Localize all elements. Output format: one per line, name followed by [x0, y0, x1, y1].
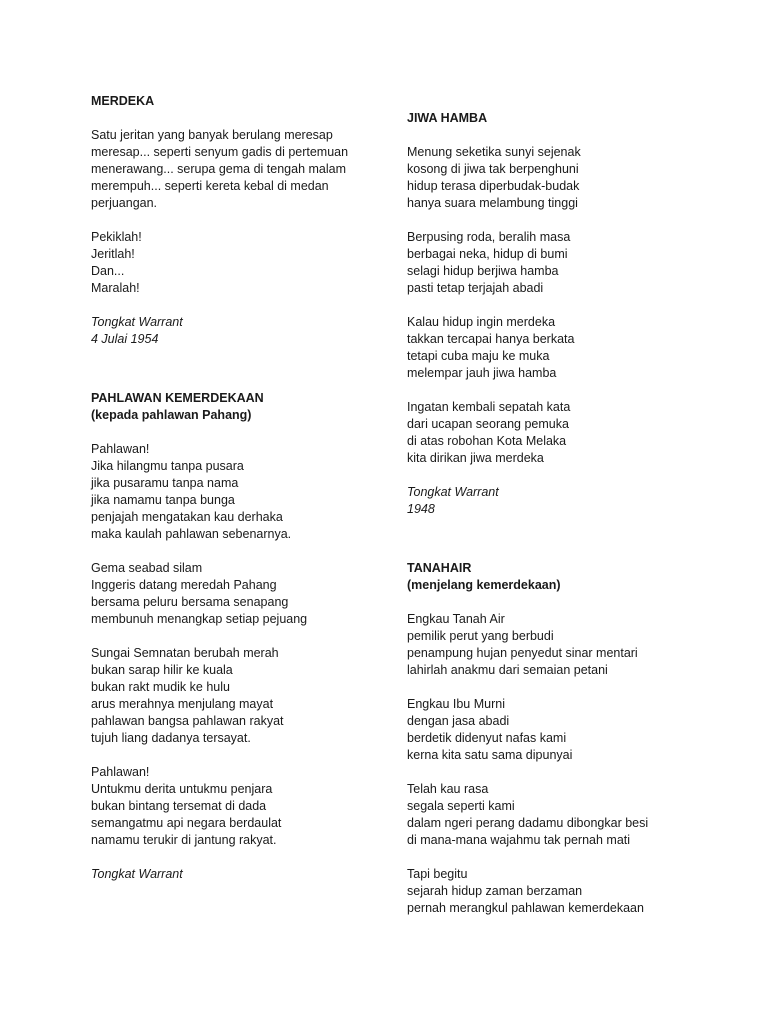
- poem-line: kita dirikan jiwa merdeka: [407, 451, 544, 465]
- stanza: [91, 229, 391, 297]
- poem-line: arus merahnya menjulang mayat: [91, 697, 274, 711]
- poem-line: Kalau hidup ingin merdeka: [407, 315, 556, 329]
- poem-line: kerna kita satu sama dipunyai: [407, 748, 573, 762]
- stanza: [407, 696, 707, 764]
- poem-line: namamu terukir di jantung rakyat.: [91, 833, 277, 847]
- poem-line: membunuh menangkap setiap pejuang: [91, 612, 308, 626]
- poem-line: menerawang... serupa gema di tengah malam: [91, 162, 347, 176]
- poem-line: Engkau Tanah Air: [407, 612, 505, 626]
- author-signature: [407, 484, 707, 518]
- poem-tanahair: [407, 560, 707, 917]
- poem-title: TANAHAIR: [407, 561, 472, 575]
- poem-line: di atas robohan Kota Melaka: [407, 434, 567, 448]
- stanza: [91, 441, 391, 543]
- poem-line: Sungai Semnatan berubah merah: [91, 646, 279, 660]
- poem-line: merempuh... seperti kereta kebal di medan: [91, 179, 329, 193]
- author-signature: [91, 314, 391, 348]
- poem-line: Engkau Ibu Murni: [407, 697, 505, 711]
- poem-line: dalam ngeri perang dadamu dibongkar besi: [407, 816, 649, 830]
- right-column: [407, 110, 707, 917]
- poem-pahlawan-kemerdekaan: [91, 390, 391, 883]
- poem-line: Ingatan kembali sepatah kata: [407, 400, 571, 414]
- poem-line: Inggeris datang meredah Pahang: [91, 578, 277, 592]
- poem-line: Jika hilangmu tanpa pusara: [91, 459, 244, 473]
- poem-title: JIWA HAMBA: [407, 111, 488, 125]
- poem-line: pemilik perut yang berbudi: [407, 629, 554, 643]
- poem-line: berbagai neka, hidup di bumi: [407, 247, 568, 261]
- poem-merdeka: [91, 93, 391, 348]
- poem-line: Jeritlah!: [91, 247, 135, 261]
- poem-line: Menung seketika sunyi sejenak: [407, 145, 581, 159]
- poem-line: semangatmu api negara berdaulat: [91, 816, 282, 830]
- poem-line: penjajah mengatakan kau derhaka: [91, 510, 283, 524]
- poem-line: Dan...: [91, 264, 125, 278]
- poem-line: Untukmu derita untukmu penjara: [91, 782, 273, 796]
- poem-line: penampung hujan penyedut sinar mentari: [407, 646, 638, 660]
- poem-line: takkan tercapai hanya berkata: [407, 332, 575, 346]
- poem-line: pahlawan bangsa pahlawan rakyat: [91, 714, 284, 728]
- poem-line: Pekiklah!: [91, 230, 142, 244]
- poem-line: kosong di jiwa tak berpenghuni: [407, 162, 579, 176]
- poem-line: sejarah hidup zaman berzaman: [407, 884, 583, 898]
- poem-line: perjuangan.: [91, 196, 158, 210]
- poem-line: Gema seabad silam: [91, 561, 203, 575]
- poem-line: hidup terasa diperbudak-budak: [407, 179, 580, 193]
- poem-line: bukan sarap hilir ke kuala: [91, 663, 233, 677]
- poem-title: MERDEKA: [91, 94, 155, 108]
- poem-line: Maralah!: [91, 281, 140, 295]
- stanza: [91, 645, 391, 747]
- poem-line: pasti tetap terjajah abadi: [407, 281, 544, 295]
- poem-date: 1948: [407, 502, 435, 516]
- poem-line: bukan bintang tersemat di dada: [91, 799, 267, 813]
- poem-line: Tapi begitu: [407, 867, 468, 881]
- stanza: [407, 314, 707, 382]
- stanza: [407, 866, 707, 917]
- poem-line: dengan jasa abadi: [407, 714, 510, 728]
- stanza: [407, 399, 707, 467]
- stanza: [407, 781, 707, 849]
- poem-line: pernah merangkul pahlawan kemerdekaan: [407, 901, 644, 915]
- poem-line: jika namamu tanpa bunga: [91, 493, 235, 507]
- poem-line: meresap... seperti senyum gadis di pertemuan: [91, 145, 349, 159]
- poem-line: lahirlah anakmu dari semaian petani: [407, 663, 608, 677]
- poem-line: jika pusaramu tanpa nama: [91, 476, 239, 490]
- poem-line: di mana-mana wajahmu tak pernah mati: [407, 833, 631, 847]
- poem-line: Satu jeritan yang banyak berulang meresap: [91, 128, 333, 142]
- poem-line: bersama peluru bersama senapang: [91, 595, 289, 609]
- stanza: [91, 764, 391, 849]
- poem-line: Pahlawan!: [91, 442, 150, 456]
- poem-line: Telah kau rasa: [407, 782, 489, 796]
- stanza: [407, 144, 707, 212]
- poem-line: hanya suara melambung tinggi: [407, 196, 578, 210]
- poem-line: selagi hidup berjiwa hamba: [407, 264, 559, 278]
- poem-line: tujuh liang dadanya tersayat.: [91, 731, 251, 745]
- stanza: [91, 127, 391, 212]
- stanza: [407, 611, 707, 679]
- poem-subtitle: (menjelang kemerdekaan): [407, 578, 561, 592]
- left-column: [91, 93, 391, 883]
- poem-line: Berpusing roda, beralih masa: [407, 230, 571, 244]
- poem-line: bukan rakt mudik ke hulu: [91, 680, 230, 694]
- poem-line: melempar jauh jiwa hamba: [407, 366, 557, 380]
- poem-subtitle: (kepada pahlawan Pahang): [91, 408, 252, 422]
- stanza: [91, 560, 391, 628]
- poem-line: dari ucapan seorang pemuka: [407, 417, 569, 431]
- poem-line: maka kaulah pahlawan sebenarnya.: [91, 527, 292, 541]
- poem-line: tetapi cuba maju ke muka: [407, 349, 550, 363]
- author-name: Tongkat Warrant: [91, 315, 183, 329]
- poem-date: 4 Julai 1954: [91, 332, 159, 346]
- poem-jiwa-hamba: [407, 110, 707, 518]
- stanza: [407, 229, 707, 297]
- author-name: Tongkat Warrant: [407, 485, 499, 499]
- poem-title: PAHLAWAN KEMERDEKAAN: [91, 391, 264, 405]
- poem-line: Pahlawan!: [91, 765, 150, 779]
- poem-line: segala seperti kami: [407, 799, 515, 813]
- poem-line: berdetik didenyut nafas kami: [407, 731, 567, 745]
- author-name: Tongkat Warrant: [91, 867, 183, 881]
